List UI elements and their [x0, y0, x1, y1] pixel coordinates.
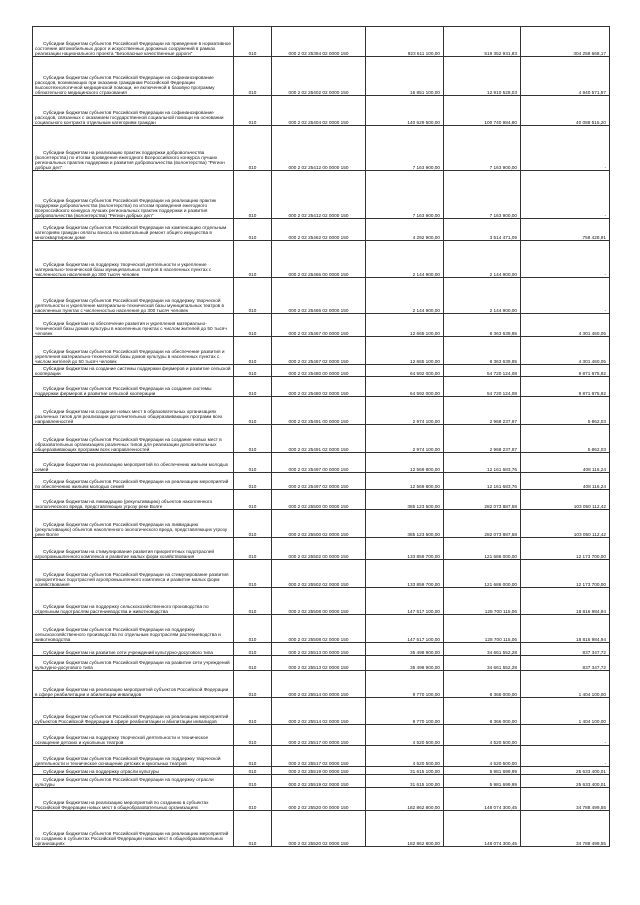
row-plan-cell: 9 770 100,00: [366, 698, 444, 725]
row-executed-cell: 121 686 000,00: [444, 560, 521, 588]
row-code-cell: 010: [234, 811, 272, 847]
row-name-text: Субсидии бюджетам на поддержку творческой деятельности и техническое оснащение детских и кукольных театров: [35, 734, 209, 745]
row-name-text: Субсидии бюджетам на поддержку отрасли культуры: [43, 768, 159, 774]
row-kbk-cell: 000 2 02 25466 02 0000 150: [272, 278, 366, 314]
table-row: [33, 425, 610, 453]
row-remainder-cell: 4 940 571,97: [521, 57, 610, 96]
row-name-text: Субсидии бюджетам субъектов Российской Федерации на реализацию мероприятий по созданию в субъектах Российской Федерации новых мест в общеобразовательных организациях: [35, 830, 229, 846]
row-name-cell: [33, 453, 234, 473]
row-remainder-cell: 40 088 515,20: [521, 96, 610, 126]
row-remainder-cell: 837 347,72: [521, 643, 610, 656]
row-plan-cell: 64 592 000,00: [366, 365, 444, 377]
row-code-cell: 010: [234, 656, 272, 671]
row-kbk-cell: 000 2 02 25467 02 0000 150: [272, 337, 366, 365]
row-executed-cell: 148 074 300,45: [444, 788, 521, 811]
row-remainder-cell: 4 301 460,05: [521, 337, 610, 365]
row-executed-cell: 148 074 300,45: [444, 811, 521, 847]
row-name-cell: [33, 57, 234, 96]
row-plan-cell: 35 498 900,00: [366, 643, 444, 656]
row-remainder-cell: -: [521, 126, 610, 171]
row-code-cell: 010: [234, 365, 272, 377]
row-name-text: Субсидии бюджетам субъектов Российской Федерации на создание системы поддержки фермеров и развитие сельской кооперации: [35, 385, 212, 396]
row-code-cell: 010: [234, 453, 272, 473]
row-plan-cell: 147 517 100,00: [366, 615, 444, 643]
row-name-text: Субсидии бюджетам субъектов Российской Федерации на компенсацию отдельным категориям граждан оплаты взноса на капитальный ремонт общего имущества в многоквартирном доме: [35, 224, 227, 240]
table-row: [33, 490, 610, 510]
row-executed-cell: 54 720 124,08: [444, 377, 521, 397]
row-code-cell: 010: [234, 746, 272, 767]
row-name-cell: [33, 643, 234, 656]
table-row: [33, 219, 610, 241]
row-plan-cell: 2 144 900,00: [366, 278, 444, 314]
row-name-cell: [33, 490, 234, 510]
row-name-text: Субсидии бюджетам субъектов Российской Федерации на поддержку сельскохозяйственного производства по отдельным подотраслям растениеводства и животноводства: [35, 626, 221, 642]
row-code-cell: 010: [234, 538, 272, 560]
row-name-cell: [33, 171, 234, 219]
row-kbk-cell: 000 2 02 25497 02 0000 150: [272, 473, 366, 490]
row-plan-cell: 147 517 100,00: [366, 588, 444, 615]
row-name-text: Субсидии бюджетам субъектов Российской Федерации на обеспечение развития и укрепления материально-технической базы домов культуры в населенных пунктах с числом жителей до 50 тысяч человек: [35, 348, 225, 364]
row-executed-cell: 2 144 900,00: [444, 241, 521, 278]
row-remainder-cell: 4 301 460,05: [521, 314, 610, 337]
row-kbk-cell: 000 2 02 25514 00 0000 150: [272, 671, 366, 698]
row-code-cell: 010: [234, 57, 272, 96]
row-name-cell: [33, 241, 234, 278]
row-executed-cell: 34 661 552,28: [444, 643, 521, 656]
row-plan-cell: 2 974 100,00: [366, 425, 444, 453]
row-remainder-cell: 408 116,24: [521, 473, 610, 490]
table-row: [33, 365, 610, 377]
row-plan-cell: 12 665 100,00: [366, 314, 444, 337]
row-name-text: Субсидии бюджетам на создание новых мест в образовательных организациях различных типов для реализации дополнительных общеразвивающих программ всех направленностей: [35, 408, 223, 424]
table-row: [33, 397, 610, 425]
row-name-text: Субсидии бюджетам субъектов Российской Федерации на ликвидацию (рекультивацию) объектов накопленного экологического вреда, представляющих угрозу реке Волге: [35, 521, 228, 537]
row-plan-cell: 31 615 100,00: [366, 775, 444, 788]
row-kbk-cell: 000 2 02 25480 00 0000 150: [272, 365, 366, 377]
row-remainder-cell: 1 404 100,00: [521, 698, 610, 725]
row-remainder-cell: 5 862,03: [521, 425, 610, 453]
row-remainder-cell: -: [521, 746, 610, 767]
table-row: [33, 96, 610, 126]
row-kbk-cell: 000 2 02 25502 02 0000 150: [272, 560, 366, 588]
row-name-cell: [33, 560, 234, 588]
row-kbk-cell: 000 2 02 25491 00 0000 150: [272, 397, 366, 425]
row-plan-cell: 7 163 900,00: [366, 171, 444, 219]
row-executed-cell: 8 363 639,95: [444, 337, 521, 365]
row-code-cell: 010: [234, 126, 272, 171]
row-executed-cell: 121 686 000,00: [444, 538, 521, 560]
row-code-cell: 010: [234, 698, 272, 725]
row-executed-cell: 2 968 237,97: [444, 425, 521, 453]
row-kbk-cell: 000 2 02 25514 02 0000 150: [272, 698, 366, 725]
row-code-cell: 010: [234, 377, 272, 397]
row-name-cell: [33, 337, 234, 365]
table-row: [33, 767, 610, 775]
row-kbk-cell: 000 2 02 25517 00 0000 150: [272, 725, 366, 746]
row-kbk-cell: 000 2 02 25519 00 0000 150: [272, 767, 366, 775]
row-code-cell: 010: [234, 171, 272, 219]
row-remainder-cell: 758 428,91: [521, 219, 610, 241]
row-executed-cell: 7 163 900,00: [444, 126, 521, 171]
row-plan-cell: 16 851 100,00: [366, 57, 444, 96]
row-plan-cell: 4 292 900,00: [366, 219, 444, 241]
row-remainder-cell: 9 871 875,92: [521, 377, 610, 397]
row-name-text: Субсидии бюджетам на реализацию мероприятий субъектов Российской Федерации в сфере реабилитации и абилитации инвалидов: [35, 686, 229, 697]
table-row: [33, 538, 610, 560]
row-executed-cell: 54 720 124,08: [444, 365, 521, 377]
table-row: [33, 725, 610, 746]
row-name-text: Субсидии бюджетам на создание системы поддержки фермеров и развитие сельской кооперации: [35, 365, 231, 376]
row-kbk-cell: 000 2 02 25491 02 0000 150: [272, 425, 366, 453]
row-name-cell: [33, 698, 234, 725]
row-code-cell: 010: [234, 725, 272, 746]
row-executed-cell: 282 073 887,58: [444, 510, 521, 538]
row-executed-cell: 8 363 639,95: [444, 314, 521, 337]
row-name-cell: [33, 219, 234, 241]
row-name-text: Субсидии бюджетам на стимулирование развития приоритетных подотраслей агропромышленного комплекса и развитие малых форм хозяйствования: [35, 548, 215, 559]
row-kbk-cell: 000 2 02 25462 02 0000 150: [272, 219, 366, 241]
row-name-text: Субсидии бюджетам субъектов Российской Федерации на поддержку творческой деятельности и укрепление материально-технической базы муниципальных театров в населенных пунктах с численностью населения до 300 тысяч человек: [35, 297, 224, 313]
row-name-cell: [33, 811, 234, 847]
row-executed-cell: 7 163 900,00: [444, 171, 521, 219]
table-row: [33, 615, 610, 643]
row-code-cell: 010: [234, 473, 272, 490]
row-executed-cell: 34 661 552,28: [444, 656, 521, 671]
row-remainder-cell: 304 258 668,17: [521, 27, 610, 57]
row-code-cell: 010: [234, 96, 272, 126]
row-name-cell: [33, 788, 234, 811]
row-kbk-cell: 000 2 02 25404 02 0000 150: [272, 96, 366, 126]
row-remainder-cell: -: [521, 241, 610, 278]
row-executed-cell: 100 740 984,80: [444, 96, 521, 126]
row-name-cell: [33, 397, 234, 425]
row-plan-cell: 140 629 500,00: [366, 96, 444, 126]
row-remainder-cell: -: [521, 171, 610, 219]
row-code-cell: 010: [234, 27, 272, 57]
row-name-cell: [33, 746, 234, 767]
row-name-cell: [33, 96, 234, 126]
row-executed-cell: 12 910 528,03: [444, 57, 521, 96]
row-name-text: Субсидии бюджетам на ликвидацию (рекультивацию) объектов накопленного экологического вреда, представляющих угрозу реке Волге: [35, 498, 213, 509]
row-name-text: Субсидии бюджетам на поддержку сельскохозяйственного производства по отдельным подотраслям растениеводства и животноводства: [35, 603, 209, 614]
row-plan-cell: 923 611 100,00: [366, 27, 444, 57]
table-row: [33, 510, 610, 538]
row-remainder-cell: 12 173 700,00: [521, 560, 610, 588]
table-row: [33, 314, 610, 337]
row-code-cell: 010: [234, 510, 272, 538]
row-kbk-cell: 000 2 02 25500 00 0000 150: [272, 490, 366, 510]
row-name-text: Субсидии бюджетам на реализацию практик поддержки добровольчества (волонтерства) по итогам проведения ежегодного Всероссийского конкурса лучших региональных практик поддержки и развития добровольчества (волонтерства) "Регион добрых дел": [35, 149, 225, 170]
row-code-cell: 010: [234, 490, 272, 510]
row-name-cell: [33, 671, 234, 698]
row-code-cell: 010: [234, 775, 272, 788]
table-row: [33, 453, 610, 473]
row-kbk-cell: 000 2 02 25513 00 0000 150: [272, 643, 366, 656]
row-executed-cell: 12 161 683,76: [444, 473, 521, 490]
table-row: [33, 588, 610, 615]
row-code-cell: 010: [234, 560, 272, 588]
row-remainder-cell: -: [521, 725, 610, 746]
table-row: [33, 337, 610, 365]
row-name-text: Субсидии бюджетам субъектов Российской Федерации на поддержку отрасли культуры: [35, 776, 214, 787]
row-code-cell: 010: [234, 314, 272, 337]
row-name-text: Субсидии бюджетам субъектов Российской Федерации на создание новых мест в образовательных организациях различных типов для реализации дополнительных общеразвивающих программ всех направленностей: [35, 436, 222, 452]
row-executed-cell: 128 700 115,06: [444, 588, 521, 615]
table-row: [33, 775, 610, 788]
row-name-cell: [33, 615, 234, 643]
row-name-text: Субсидии бюджетам на реализацию мероприятий по обеспечению жильем молодых семей: [35, 461, 229, 472]
row-remainder-cell: 5 862,03: [521, 397, 610, 425]
row-plan-cell: 4 520 500,00: [366, 725, 444, 746]
table-row: [33, 788, 610, 811]
row-name-cell: [33, 510, 234, 538]
row-remainder-cell: 837 347,72: [521, 656, 610, 671]
row-name-text: Субсидии бюджетам субъектов Российской Федерации на софинансирование расходов, возникающих при оказании гражданам Российской Федерации высокотехнологичной медицинской помощи, не включенной в базовую программу обязательного медицинского страхования: [35, 74, 215, 95]
row-kbk-cell: 000 2 02 25394 02 0000 150: [272, 27, 366, 57]
row-kbk-cell: 000 2 02 25480 02 0000 150: [272, 377, 366, 397]
row-name-text: Субсидии бюджетам субъектов Российской Федерации на реализацию практик поддержки добровольчества (волонтерства) по итогам проведения ежегодного Всероссийского конкурса лучших региональных практик поддержки и развития добровольчества (волонтерства) "Регион добрых дел": [35, 197, 217, 218]
row-name-cell: [33, 126, 234, 171]
budget-table-body: [33, 27, 610, 847]
table-row: [33, 560, 610, 588]
row-code-cell: 010: [234, 219, 272, 241]
table-row: [33, 377, 610, 397]
row-remainder-cell: 25 633 400,01: [521, 775, 610, 788]
row-name-cell: [33, 27, 234, 57]
row-remainder-cell: 25 633 400,01: [521, 767, 610, 775]
row-name-text: Субсидии бюджетам субъектов Российской Федерации на стимулирование развития приоритетных подотраслей агропромышленного комплекса и развитие малых форм хозяйствования: [35, 571, 229, 587]
row-kbk-cell: 000 2 02 25500 02 0000 150: [272, 510, 366, 538]
row-name-text: Субсидии бюджетам субъектов Российской Федерации на приведение в нормативное состояние автомобильных дорог и искусственных дорожных сооружений в рамках реализации национального проекта "Безопасные качественные дороги": [35, 40, 232, 56]
row-executed-cell: 3 514 471,09: [444, 219, 521, 241]
row-kbk-cell: 000 2 02 25519 02 0000 150: [272, 775, 366, 788]
table-row: [33, 643, 610, 656]
row-kbk-cell: 000 2 02 25520 00 0000 150: [272, 788, 366, 811]
row-code-cell: 010: [234, 241, 272, 278]
row-name-cell: [33, 656, 234, 671]
row-name-text: Субсидии бюджетам субъектов Российской Федерации на поддержку творческой деятельности и техническое оснащение детских и кукольных театров: [35, 755, 221, 766]
row-remainder-cell: 1 404 100,00: [521, 671, 610, 698]
row-plan-cell: 31 615 100,00: [366, 767, 444, 775]
row-kbk-cell: 000 2 02 25508 00 0000 150: [272, 588, 366, 615]
row-executed-cell: 8 366 000,00: [444, 698, 521, 725]
row-name-text: Субсидии бюджетам на развитие сети учреждений культурно-досугового типа: [43, 649, 214, 655]
row-remainder-cell: 34 788 499,55: [521, 788, 610, 811]
row-kbk-cell: 000 2 02 25520 02 0000 150: [272, 811, 366, 847]
row-name-cell: [33, 767, 234, 775]
row-kbk-cell: 000 2 02 25502 00 0000 150: [272, 538, 366, 560]
row-plan-cell: 133 859 700,00: [366, 560, 444, 588]
row-code-cell: 010: [234, 397, 272, 425]
table-row: [33, 171, 610, 219]
table-row: [33, 27, 610, 57]
row-name-cell: [33, 538, 234, 560]
row-remainder-cell: 103 050 112,42: [521, 510, 610, 538]
row-plan-cell: 64 592 000,00: [366, 377, 444, 397]
row-kbk-cell: 000 2 02 25517 02 0000 150: [272, 746, 366, 767]
row-kbk-cell: 000 2 02 25513 02 0000 150: [272, 656, 366, 671]
row-code-cell: 010: [234, 788, 272, 811]
row-name-cell: [33, 278, 234, 314]
row-name-cell: [33, 425, 234, 453]
row-plan-cell: 12 569 800,00: [366, 453, 444, 473]
budget-table: [32, 26, 610, 847]
row-plan-cell: 4 520 500,00: [366, 746, 444, 767]
table-row: [33, 671, 610, 698]
row-name-cell: [33, 588, 234, 615]
row-name-cell: [33, 377, 234, 397]
row-plan-cell: 182 862 800,00: [366, 811, 444, 847]
table-row: [33, 241, 610, 278]
row-plan-cell: 35 498 900,00: [366, 656, 444, 671]
row-remainder-cell: 18 816 984,94: [521, 588, 610, 615]
row-code-cell: 010: [234, 278, 272, 314]
row-executed-cell: 128 700 115,06: [444, 615, 521, 643]
table-row: [33, 746, 610, 767]
row-name-text: Субсидии бюджетам субъектов Российской Федерации на развитие сети учреждений культурно-досугового типа: [35, 659, 230, 670]
row-executed-cell: 5 981 699,99: [444, 767, 521, 775]
row-code-cell: 010: [234, 767, 272, 775]
row-code-cell: 010: [234, 588, 272, 615]
row-name-text: Субсидии бюджетам на поддержку творческой деятельности и укрепление материально-технической базы муниципальных театров в населенных пунктах с численностью населения до 300 тысяч человек: [35, 261, 212, 277]
row-executed-cell: 282 073 887,58: [444, 490, 521, 510]
row-name-text: Субсидии бюджетам субъектов Российской Федерации на софинансирование расходов, связанных с оказанием государственной социальной помощи на основании социального контракта отдельным категориям граждан: [35, 109, 224, 125]
row-plan-cell: 9 770 100,00: [366, 671, 444, 698]
row-executed-cell: 5 981 699,99: [444, 775, 521, 788]
row-remainder-cell: 12 173 700,00: [521, 538, 610, 560]
row-name-text: Субсидии бюджетам на обеспечение развития и укрепления материально-технической базы домов культуры в населенных пунктах с числом жителей до 50 тысяч человек: [35, 320, 227, 336]
row-kbk-cell: 000 2 02 25412 02 0000 150: [272, 171, 366, 219]
row-executed-cell: 4 520 500,00: [444, 746, 521, 767]
row-plan-cell: 385 123 500,00: [366, 490, 444, 510]
row-name-cell: [33, 365, 234, 377]
row-kbk-cell: 000 2 02 25402 02 0000 150: [272, 57, 366, 96]
row-executed-cell: 4 520 500,00: [444, 725, 521, 746]
table-row: [33, 126, 610, 171]
row-executed-cell: 8 366 000,00: [444, 671, 521, 698]
row-executed-cell: 12 161 683,76: [444, 453, 521, 473]
row-plan-cell: 7 163 900,00: [366, 126, 444, 171]
table-row: [33, 656, 610, 671]
row-plan-cell: 12 569 800,00: [366, 473, 444, 490]
table-row: [33, 278, 610, 314]
row-kbk-cell: 000 2 02 25508 02 0000 150: [272, 615, 366, 643]
row-remainder-cell: 34 788 499,55: [521, 811, 610, 847]
row-executed-cell: 2 968 237,97: [444, 397, 521, 425]
row-plan-cell: 2 974 100,00: [366, 397, 444, 425]
row-plan-cell: 182 862 800,00: [366, 788, 444, 811]
table-row: [33, 473, 610, 490]
row-remainder-cell: -: [521, 278, 610, 314]
row-kbk-cell: 000 2 02 25497 00 0000 150: [272, 453, 366, 473]
row-plan-cell: 385 123 500,00: [366, 510, 444, 538]
row-name-text: Субсидии бюджетам субъектов Российской Федерации на реализацию мероприятий по обеспечению жильем молодых семей: [35, 478, 229, 489]
table-row: [33, 811, 610, 847]
row-kbk-cell: 000 2 02 25467 00 0000 150: [272, 314, 366, 337]
table-row: [33, 57, 610, 96]
row-remainder-cell: 9 871 875,92: [521, 365, 610, 377]
row-name-cell: [33, 775, 234, 788]
row-kbk-cell: 000 2 02 25466 00 0000 150: [272, 241, 366, 278]
row-name-text: Субсидии бюджетам субъектов Российской Федерации на реализацию мероприятий субъектов Российской Федерации в сфере реабилитации и абилитации инвалидов: [35, 713, 229, 724]
table-row: [33, 698, 610, 725]
row-executed-cell: 519 352 931,83: [444, 27, 521, 57]
row-code-cell: 010: [234, 337, 272, 365]
row-name-cell: [33, 725, 234, 746]
row-executed-cell: 2 144 900,00: [444, 278, 521, 314]
row-code-cell: 010: [234, 643, 272, 656]
row-plan-cell: 12 665 100,00: [366, 337, 444, 365]
row-plan-cell: 133 859 700,00: [366, 538, 444, 560]
row-code-cell: 010: [234, 425, 272, 453]
row-plan-cell: 2 144 900,00: [366, 241, 444, 278]
row-code-cell: 010: [234, 615, 272, 643]
row-remainder-cell: 103 050 112,42: [521, 490, 610, 510]
row-code-cell: 010: [234, 671, 272, 698]
row-kbk-cell: 000 2 02 25412 00 0000 150: [272, 126, 366, 171]
row-name-cell: [33, 314, 234, 337]
row-remainder-cell: 18 816 984,94: [521, 615, 610, 643]
row-remainder-cell: 408 116,24: [521, 453, 610, 473]
row-name-text: Субсидии бюджетам на реализацию мероприятий по созданию в субъектах Российской Федерации новых мест в общеобразовательных организациях: [35, 799, 209, 810]
row-name-cell: [33, 473, 234, 490]
